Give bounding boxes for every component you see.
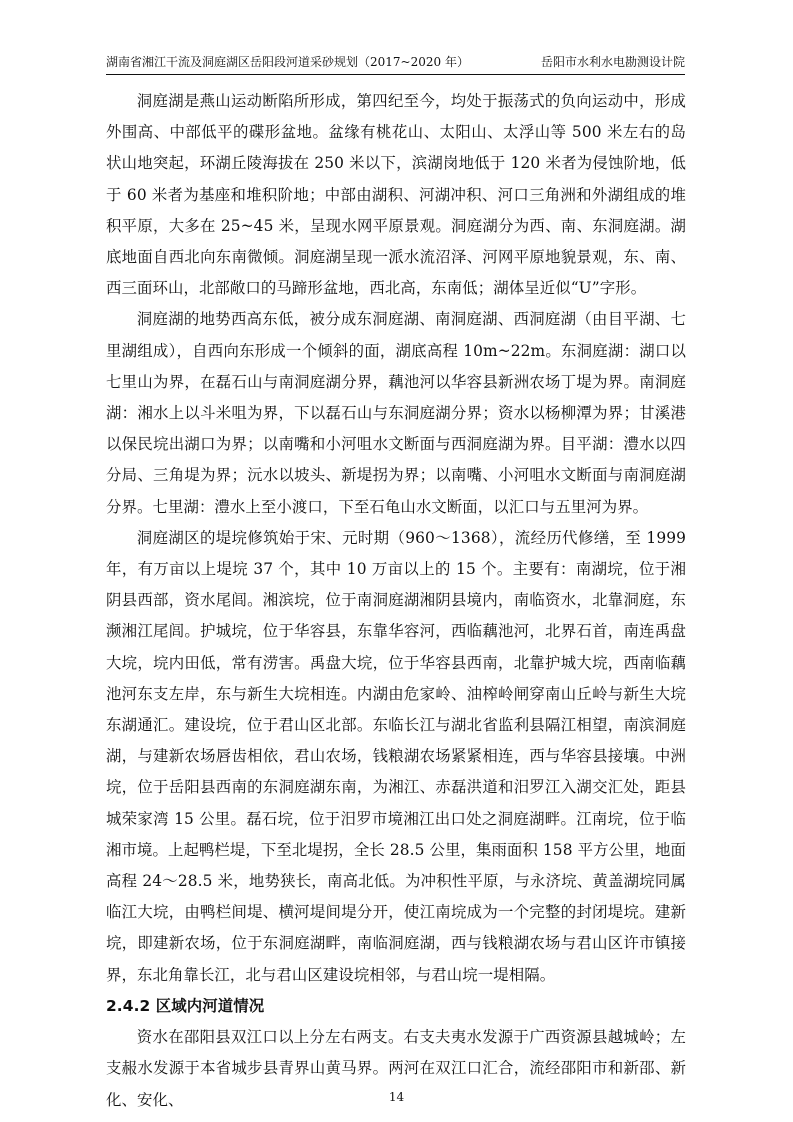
header-organization: 岳阳市水利水电勘测设计院: [540, 55, 685, 69]
header-title: 湖南省湘江干流及洞庭湖区岳阳段河道采砂规划（2017~2020 年）: [106, 55, 469, 69]
paragraph-2: 洞庭湖的地势西高东低，被分成东洞庭湖、南洞庭湖、西洞庭湖（由目平湖、七里湖组成），自西向东形成一个倾斜的面，湖底高程 10m~22m。东洞庭湖：湖口以七里山为界，在磊石山与南洞庭湖分界，藕池河以华容县新洲农场丁堤为界。南洞庭湖：湘水上以斗米咀为界，下以磊石山与东洞庭湖分界；资水以杨柳潭为界；甘溪港以保民垸出湖口为界；以南嘴和小河咀水文断面与西洞庭湖为界。目平湖：澧水以四分局、三角堤为界；沅水以坡头、新堤拐为界；以南嘴、小河咀水文断面与南洞庭湖分界。七里湖：澧水上至小渡口，下至石龟山水文断面，以汇口与五里河为界。: [106, 310, 686, 516]
page-header: [106, 52, 685, 75]
paragraph-1: 洞庭湖是燕山运动断陷所形成，第四纪至今，均处于振荡式的负向运动中，形成外围高、中部低平的碟形盆地。盆缘有桃花山、太阳山、太浮山等 500 米左右的岛状山地突起，环湖丘陵海拔在 250 米以下，滨湖岗地低于 120 米者为侵蚀阶地，低于 60 米者为基座和堆积阶地；中部由湖积、河湖冲积、河口三角洲和外湖组成的堆积平原，大多在 25~45 米，呈现水网平原景观。洞庭湖分为西、南、东洞庭湖。湖底地面自西北向东南微倾。洞庭湖呈现一派水流沼泽、河网平原地貌景观，东、南、西三面环山，北部敞口的马蹄形盆地，西北高，东南低；湖体呈近似“U”字形。: [106, 92, 686, 298]
section-heading: 2.4.2 区域内河道情况: [106, 996, 265, 1015]
document-body: [106, 86, 686, 1116]
paragraph-3: 洞庭湖区的堤垸修筑始于宋、元时期（960～1368），流经历代修缮，至 1999 年，有万亩以上堤垸 37 个，其中 10 万亩以上的 15 个。主要有：南湖垸，位于湘阴县西部，资水尾闾。湘滨垸，位于南洞庭湖湘阴县境内，南临资水，北靠洞庭，东濒湘江尾闾。护城垸，位于华容县，东靠华容河，西临藕池河，北界石首，南连禹盘大垸，垸内田低，常有涝害。禹盘大垸，位于华容县西南，北靠护城大垸，西南临藕池河东支左岸，东与新生大垸相连。内湖由危家岭、油榨岭闸穿南山丘岭与新生大垸东湖通汇。建设垸，位于君山区北部。东临长江与湖北省监利县隔江相望，南滨洞庭湖，与建新农场唇齿相依，君山农场，钱粮湖农场紧紧相连，西与华容县接壤。中洲垸，位于岳阳县西南的东洞庭湖东南，为湘江、赤磊洪道和汨罗江入湖交汇处，距县城荣家湾 15 公里。磊石垸，位于汨罗市境湘江出口处之洞庭湖畔。江南垸，位于临湘市境。上起鸭栏堤，下至北堤拐，全长 28.5 公里，集雨面积 158 平方公里，地面高程 24～28.5 米，地势狭长，南高北低。为冲积性平原，与永济垸、黄盖湖垸同属临江大垸，由鸭栏间堤、横河堤间堤分开，使江南垸成为一个完整的封闭堤垸。建新垸，即建新农场，位于东洞庭湖畔，南临洞庭湖，西与钱粮湖农场与君山区许市镇接界，东北角靠长江，北与君山区建设垸相邻，与君山垸一堤相隔。: [106, 528, 687, 984]
paragraph-4: 资水在邵阳县双江口以上分左右两支。右支夫夷水发源于广西资源县越城岭；左支赧水发源于本省城步县青界山黄马界。两河在双江口汇合，流经邵阳市和新邵、新化、安化、: [106, 1028, 686, 1109]
page-number: 14: [388, 1090, 405, 1104]
